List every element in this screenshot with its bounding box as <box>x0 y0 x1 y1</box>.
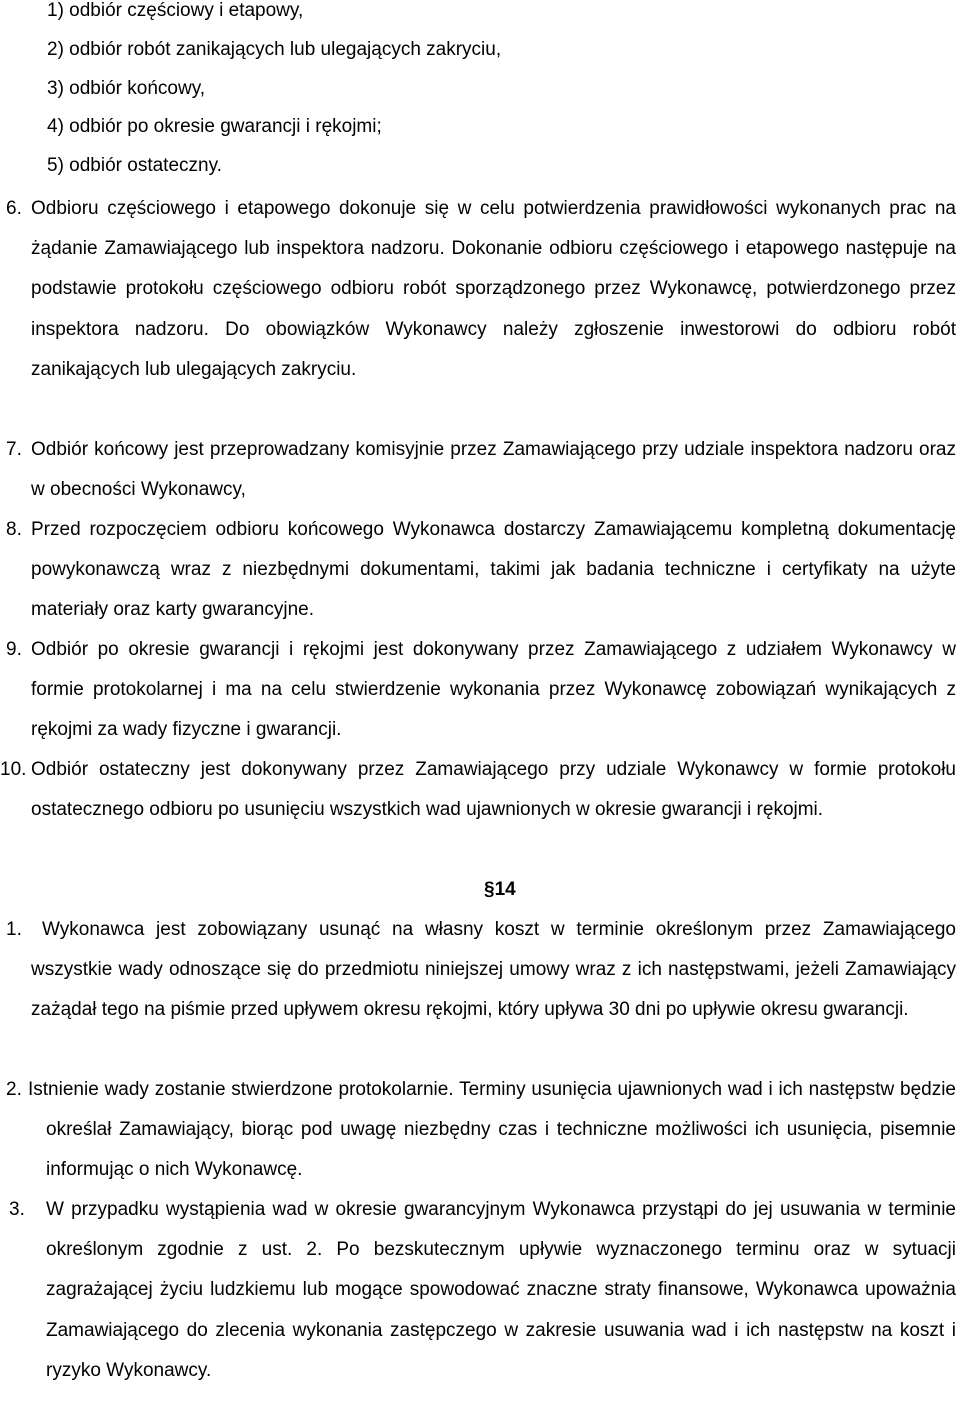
list-item-number: 3. <box>9 1199 25 1220</box>
section-heading: §14 <box>484 879 516 900</box>
sub-list-item: 2) odbiór robót zanikających lub ulegających zakryciu, <box>47 38 502 60</box>
list-item-text: Wykonawca jest zobowiązany usunąć na własny koszt w terminie określonym przez Zamawiającego wszystkie wady odnoszące się do przedmiotu niniejszej umowy wraz z ich następstwami, jeżeli Zamawiający zażądał tego na piśmie przed upływem okresu rękojmi, który upływa 30 dni po upływie okresu gwarancji. <box>31 919 956 1021</box>
list-item-number: 9. <box>6 639 22 660</box>
sub-list <box>47 0 501 186</box>
sub-list-item: 3) odbiór końcowy, <box>47 77 206 99</box>
list-item-text: Odbiór końcowy jest przeprowadzany komisyjnie przez Zamawiającego przy udziale inspektora nadzoru oraz w obecności Wykonawcy, <box>31 439 956 501</box>
sub-list-item: 4) odbiór po okresie gwarancji i rękojmi; <box>47 116 382 138</box>
list-item-number: 10. <box>0 759 27 780</box>
list-item-text: W przypadku wystąpienia wad w okresie gwarancyjnym Wykonawca przystąpi do jej usuwania w terminie określonym zgodnie z ust. 2. Po bezskutecznym upływie wyznaczonego terminu oraz w sytuacji zagrażającej życiu ludzkiemu lub mogące spowodować znaczne straty finansowe, Wykonawca upoważnia Zamawiającego do zlecenia wykonania zastępczego w zakresie usuwania wad i ich następstw na koszt i ryzyko Wykonawcy. <box>46 1199 956 1381</box>
list-item-text: Odbiór ostateczny jest dokonywany przez Zamawiającego przy udziale Wykonawcy w formie protokołu ostatecznego odbioru po usunięciu wszystkich wad ujawnionych w okresie gwarancji i rękojmi. <box>31 759 956 821</box>
list-item-text: Odbiór po okresie gwarancji i rękojmi jest dokonywany przez Zamawiającego z udziałem Wykonawcy w formie protokolarnej i ma na celu stwierdzenie wykonania przez Wykonawcę zobowiązań wynikających z rękojmi za wady fizyczne i gwarancji. <box>31 639 956 741</box>
list-item-number: 2. <box>6 1079 22 1100</box>
list-item-text: Odbioru częściowego i etapowego dokonuje się w celu potwierdzenia prawidłowości wykonanych prac na żądanie Zamawiającego lub inspektora nadzoru. Dokonanie odbioru częściowego i etapowego następuje na podstawie protokołu częściowego odbioru robót sporządzonego przez Wykonawcę, potwierdzonego przez inspektora nadzoru. Do obowiązków Wykonawcy należy zgłoszenie inwestorowi do odbioru robót zanikających lub ulegających zakryciu. <box>31 198 956 380</box>
list-item-text: Istnienie wady zostanie stwierdzone protokolarnie. Terminy usunięcia ujawnionych wad i ich następstw będzie określał Zamawiający, biorąc pod uwagę niezbędny czas i techniczne możliwości ich usunięcia, pisemnie informując o nich Wykonawcę. <box>28 1079 956 1181</box>
list-item-number: 1. <box>6 919 22 940</box>
list-item-text: Przed rozpoczęciem odbioru końcowego Wykonawca dostarczy Zamawiającemu kompletną dokumentację powykonawczą wraz z niezbędnymi dokumentami, takimi jak badania techniczne i certyfikaty na użyte materiały oraz karty gwarancyjne. <box>31 519 956 621</box>
list-item-number: 6. <box>6 198 22 219</box>
sub-list-item: 1) odbiór częściowy i etapowy, <box>47 0 304 21</box>
list-item-number: 7. <box>6 439 22 460</box>
sub-list-item: 5) odbiór ostateczny. <box>47 155 222 177</box>
list-item-number: 8. <box>6 519 22 540</box>
